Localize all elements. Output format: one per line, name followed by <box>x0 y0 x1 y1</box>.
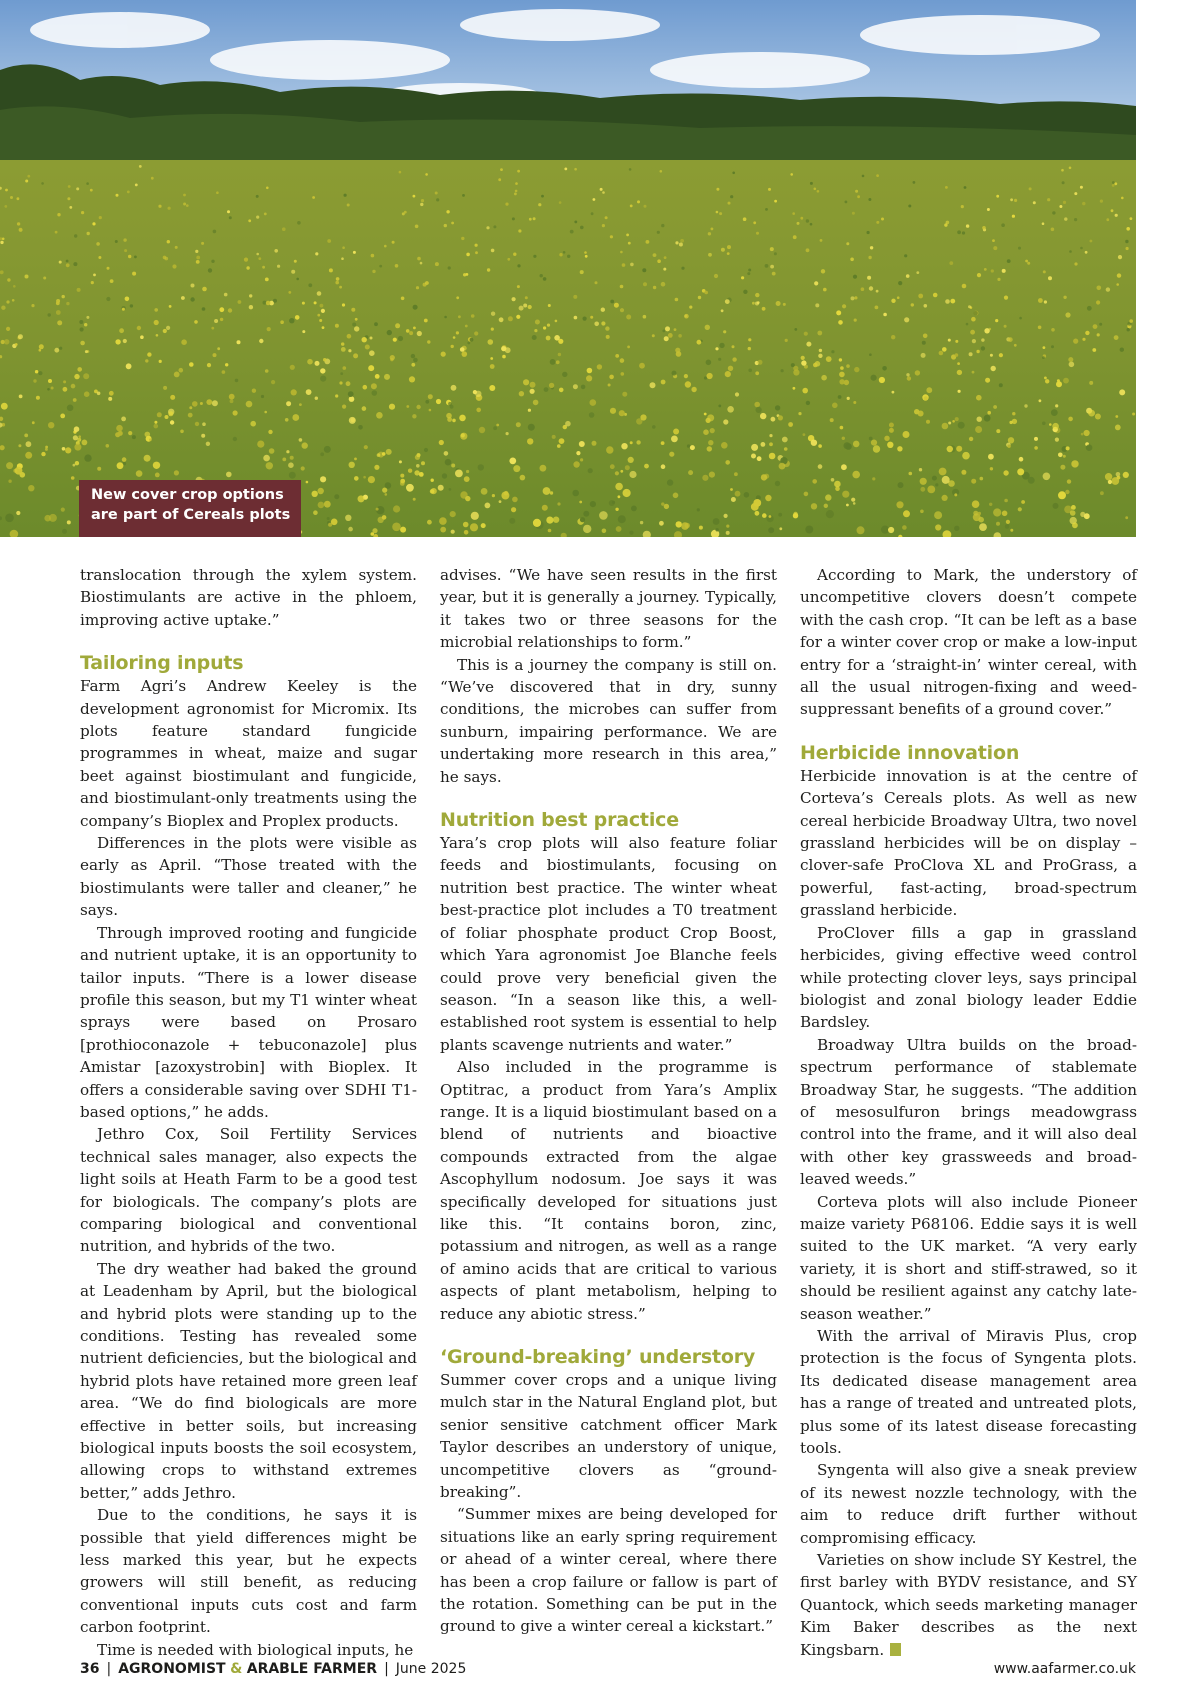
subheading-nutrition-best-practice: Nutrition best practice <box>440 809 679 832</box>
paragraph: translocation through the xylem system. Biostimulants are active in the phloem, improving active uptake.” <box>80 566 417 629</box>
footer-left <box>80 1661 466 1677</box>
caption-line-1: New cover crop options <box>91 487 284 503</box>
photo-caption <box>79 480 301 537</box>
footer-separator: | <box>106 1661 112 1677</box>
article-column-2 <box>440 564 777 1638</box>
subheading-tailoring-inputs: Tailoring inputs <box>80 652 244 675</box>
paragraph: With the arrival of Miravis Plus, crop protection is the focus of Syngenta plots. Its dedicated disease management area has a range of treated and untreated plots, plus some of its latest disease forecasting tools. <box>800 1327 1137 1458</box>
paragraph: Corteva plots will also include Pioneer maize variety P68106. Eddie says it is well suited to the UK market. “A very early variety, it is short and stiff-strawed, so it should be resilient against any catchy late-season weather.” <box>800 1192 1137 1323</box>
cover-crop-photo <box>0 0 1136 537</box>
website-link[interactable]: www.aafarmer.co.uk <box>993 1661 1136 1677</box>
paragraph: This is a journey the company is still on. “We’ve discovered that in dry, sunny conditions, the microbes can suffer from sunburn, impairing performance. We are undertaking more research in this area,” he says. <box>440 655 777 786</box>
paragraph: Summer cover crops and a unique living mulch star in the Natural England plot, but senior sensitive catchment officer Mark Taylor describes an understory of unique, uncompetitive clovers as “ground-breaking”. <box>440 1371 777 1502</box>
page-number: 36 <box>80 1661 100 1677</box>
caption-line-2: are part of Cereals plots <box>91 507 291 523</box>
paragraph: Due to the conditions, he says it is possible that yield differences might be less marked this year, but he expects growers will still benefit, as reducing conventional inputs cuts cost and farm carbon footprint. <box>80 1506 417 1637</box>
end-of-article-icon <box>890 1643 901 1656</box>
subheading-herbicide-innovation: Herbicide innovation <box>800 741 1020 764</box>
paragraph: The dry weather had baked the ground at Leadenham by April, but the biological and hybrid plots were standing up to the conditions. Testing has revealed some nutrient deficiencies, but the biological and hybrid plots have retained more green leaf area. “We do find biologicals are more effective in better soils, but increasing biological inputs boosts the soil ecosystem, allowing crops to withstand extremes better,” adds Jethro. <box>80 1259 417 1502</box>
paragraph: ProClover fills a gap in grassland herbicides, giving effective weed control while protecting clover leys, says principal biologist and zonal biology leader Eddie Bardsley. <box>800 923 1137 1032</box>
paragraph: Differences in the plots were visible as early as April. “Those treated with the biostimulants were taller and cleaner,” he says. <box>80 834 417 920</box>
paragraph: advises. “We have seen results in the first year, but it is generally a journey. Typically, it takes two or three seasons for the microbial relationships to form.” <box>440 566 777 652</box>
issue-date: June 2025 <box>395 1661 467 1677</box>
subheading-ground-breaking-understory: ‘Ground-breaking’ understory <box>440 1346 756 1368</box>
paragraph: Time is needed with biological inputs, he <box>97 1640 414 1659</box>
paragraph: According to Mark, the understory of uncompetitive clovers doesn’t compete with the cash crop. “It can be left as a base for a winter cover crop or make a low-input entry for a ‘straight-in’ winter cereal, with all the usual nitrogen-fixing and weed-suppressant benefits of a ground cover.” <box>800 566 1137 719</box>
magazine-name-part2: ARABLE FARMER <box>246 1661 378 1677</box>
magazine-name-ampersand: & <box>230 1661 243 1677</box>
magazine-name-part1: AGRONOMIST <box>118 1661 226 1677</box>
paragraph: Jethro Cox, Soil Fertility Services technical sales manager, also expects the light soils at Heath Farm to be a good test for biologicals. The company’s plots are comparing biological and conventional nutrition, and hybrids of the two. <box>80 1125 417 1256</box>
paragraph: “Summer mixes are being developed for situations like an early spring requirement or ahead of a winter cereal, where there has been a crop failure or fallow is part of the rotation. Something can be put in the ground to give a winter cereal a kickstart.” <box>440 1505 777 1636</box>
paragraph: Through improved rooting and fungicide and nutrient uptake, it is an opportunity to tailor inputs. “There is a lower disease profile this season, but my T1 winter wheat sprays were based on Prosaro [prothioconazole + tebuconazole] plus Amistar [azoxystrobin] with Bioplex. It offers a considerable saving over SDHI T1-based options,” he adds. <box>80 923 417 1121</box>
article-column-3 <box>800 564 1137 1661</box>
paragraph: Farm Agri’s Andrew Keeley is the development agronomist for Micromix. Its plots feature standard fungicide programmes in wheat, maize and sugar beet against biostimulant and fungicide, and biostimulant-only treatments using the company’s Bioplex and Proplex products. <box>80 677 417 830</box>
paragraph-final <box>800 1549 1137 1661</box>
paragraph: Also included in the programme is Optitrac, a product from Yara’s Amplix range. It is a liquid biostimulant based on a blend of nutrients and bioactive compounds extracted from the algae Ascophyllum nodosum. Joe says it was specifically developed for situations just like this. “It contains boron, zinc, potassium and nitrogen, as well as a range of amino acids that are critical to various aspects of plant metabolism, helping to reduce any abiotic stress.” <box>440 1058 777 1323</box>
article-column-1 <box>80 564 417 1661</box>
paragraph: Broadway Ultra builds on the broad-spectrum performance of stablemate Broadway Star, he suggests. “The addition of mesosulfuron brings meadowgrass control into the frame, and it will also deal with other key grassweeds and broad-leaved weeds.” <box>800 1035 1137 1189</box>
footer-separator: | <box>384 1661 389 1677</box>
paragraph: Herbicide innovation is at the centre of Corteva’s Cereals plots. As well as new cereal herbicide Broadway Ultra, two novel grassland herbicides will be on display – clover-safe ProClova XL and ProGrass, a powerful, fast-acting, broad-spectrum grassland herbicide. <box>800 766 1137 920</box>
paragraph: Syngenta will also give a sneak preview of its newest nozzle technology, with the aim to reduce drift further without compromising efficacy. <box>800 1461 1137 1547</box>
final-text: Varieties on show include SY Kestrel, the first barley with BYDV resistance, and SY Quantock, which seeds marketing manager Kim Baker describes as the next Kingsbarn. <box>800 1551 1137 1659</box>
paragraph: Yara’s crop plots will also feature foliar feeds and biostimulants, focusing on nutrition best practice. The winter wheat best-practice plot includes a T0 treatment of foliar phosphate product Crop Boost, which Yara agronomist Joe Blanche feels could prove very beneficial given the season. “In a season like this, a well-established root system is essential to help plants scavenge nutrients and water.” <box>440 834 777 1054</box>
page-footer <box>80 1661 1136 1683</box>
